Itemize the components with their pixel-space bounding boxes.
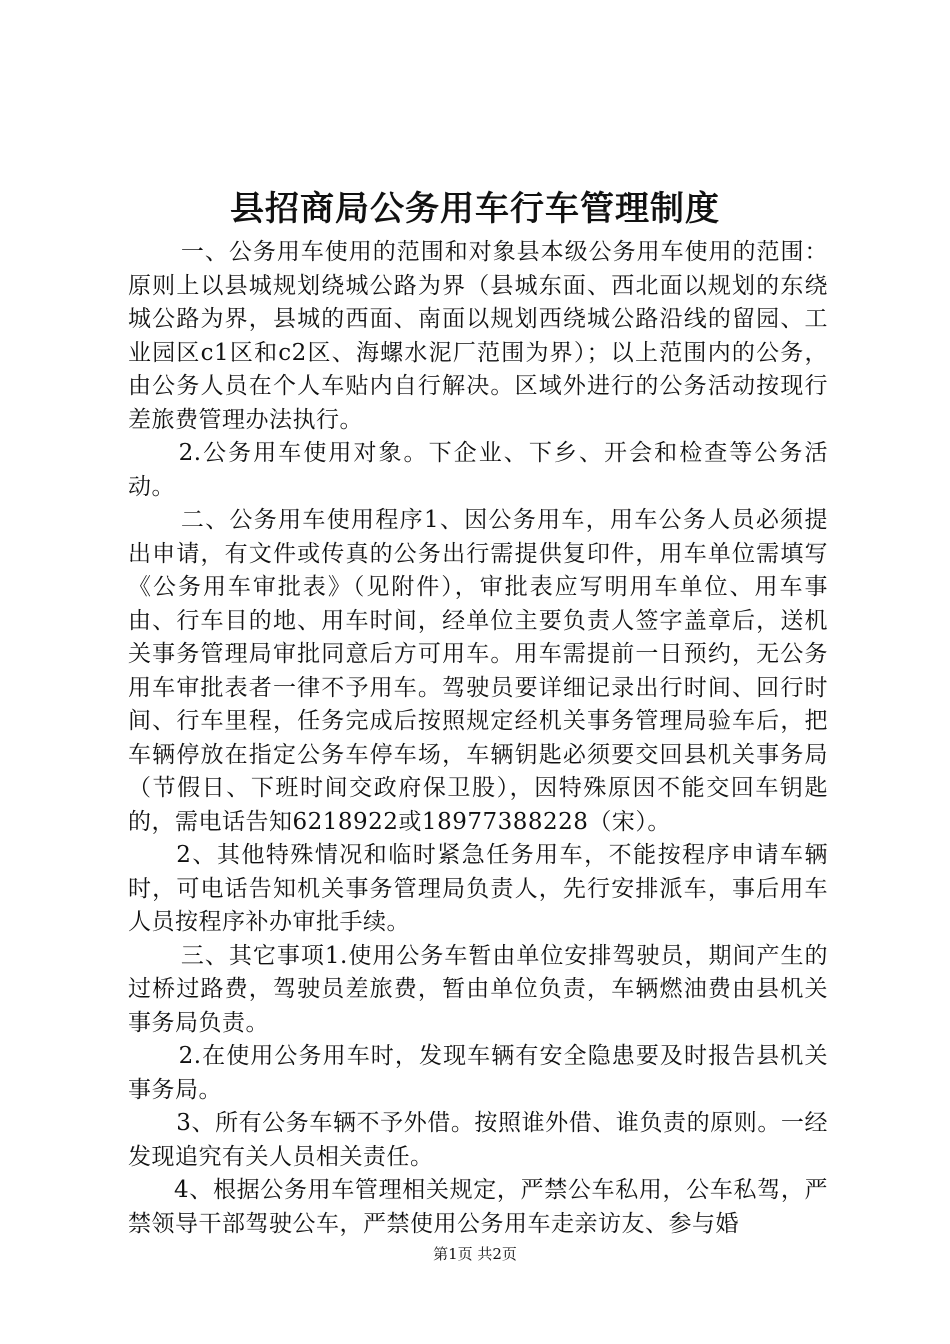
paragraph: 3、所有公务车辆不予外借。按照谁外借、谁负责的原则。一经发现追究有关人员相关责任。	[128, 1110, 828, 1170]
document-title: 县招商局公务用车行车管理制度	[230, 189, 720, 229]
paragraph: 三、其它事项1.使用公务车暂由单位安排驾驶员，期间产生的过桥过路费，驾驶员差旅费，暂由单位负责，车辆燃油费由县机关事务局负责。	[128, 942, 828, 1036]
paragraph: 4、根据公务用车管理相关规定，严禁公车私用，公车私驾，严禁领导干部驾驶公车，严禁使用公务用车走亲访友、参与婚	[128, 1177, 828, 1237]
document-body	[128, 236, 828, 1241]
paragraph: 2、其他特殊情况和临时紧急任务用车，不能按程序申请车辆时，可电话告知机关事务管理局负责人，先行安排派车，事后用车人员按程序补办审批手续。	[128, 842, 828, 935]
paragraph: 二、公务用车使用程序1、因公务用车，用车公务人员必须提出申请，有文件或传真的公务出行需提供复印件，用车单位需填写《公务用车审批表》（见附件），审批表应写明用车单位、用车事由、行车目的地、用车时间，经单位主要负责人签字盖章后，送机关事务管理局审批同意后方可用车。用车需提前一日预约，无公务用车审批表者一律不予用车。驾驶员要详细记录出行时间、回行时间、行车里程，任务完成后按照规定经机关事务管理局验车后，把车辆停放在指定公务车停车场，车辆钥匙必须要交回县机关事务局（节假日、下班时间交政府保卫股），因特殊原因不能交回车钥匙的，需电话告知6218922或18977388228（宋）。	[128, 507, 828, 835]
paragraph: 2.在使用公务用车时，发现车辆有安全隐患要及时报告县机关事务局。	[128, 1043, 828, 1103]
paragraph: 2.公务用车使用对象。下企业、下乡、开会和检查等公务活动。	[128, 440, 828, 500]
paragraph: 一、公务用车使用的范围和对象县本级公务用车使用的范围：原则上以县城规划绕城公路为界（县城东面、西北面以规划的东绕城公路为界，县城的西面、南面以规划西绕城公路沿线的留园、工业园区c1区和c2区、海螺水泥厂范围为界）；以上范围内的公务，由公务人员在个人车贴内自行解决。区域外进行的公务活动按现行差旅费管理办法执行。	[128, 239, 828, 433]
page-footer: 第1页 共2页	[433, 1245, 517, 1263]
